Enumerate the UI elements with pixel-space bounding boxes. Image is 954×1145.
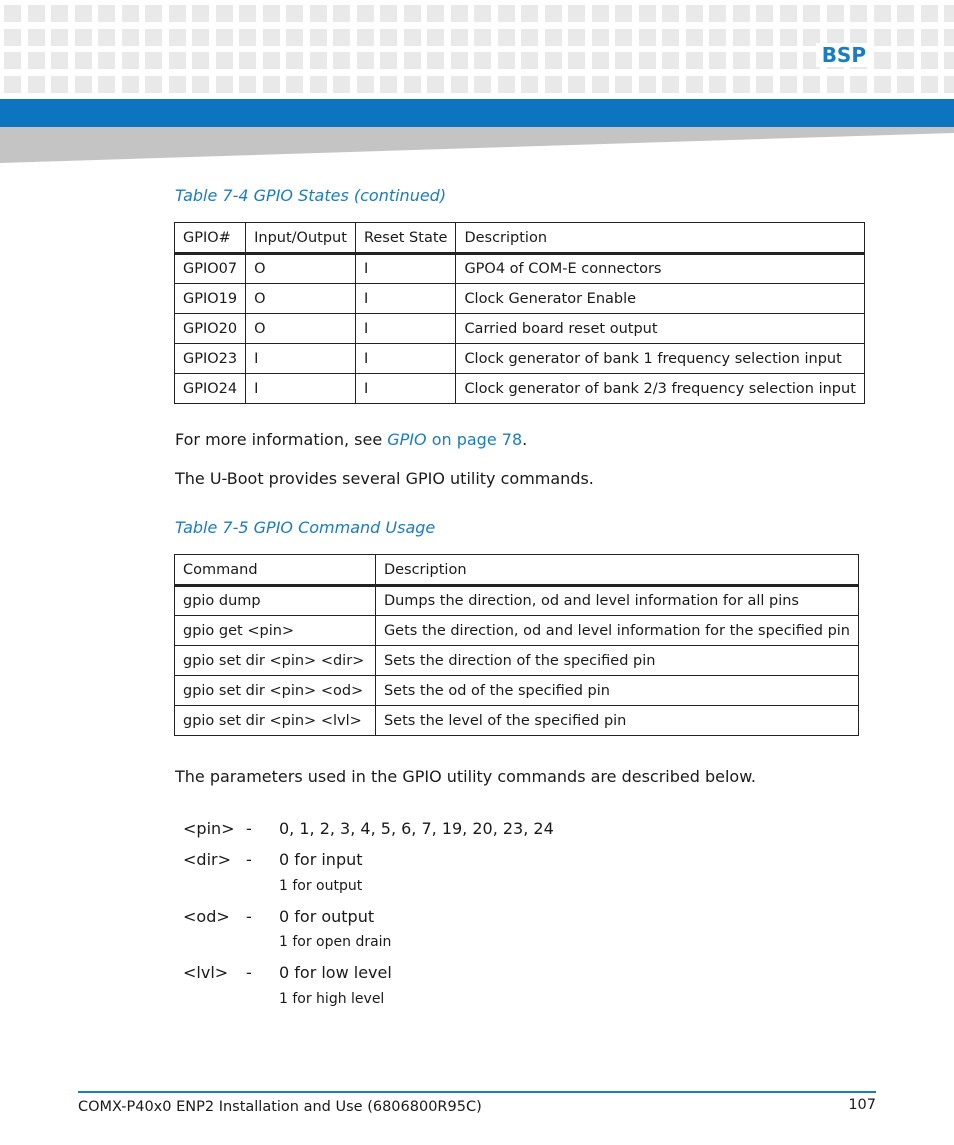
grid-square [75,76,92,93]
grid-square [98,29,115,46]
grid-square [122,76,139,93]
table-cell: gpio set dir <pin> <lvl> [175,706,376,736]
grid-square [474,52,491,69]
grid-square [310,5,327,22]
grid-square [897,5,914,22]
grid-square [944,5,954,22]
grid-square [874,5,891,22]
grid-square [545,29,562,46]
grid-square [380,76,397,93]
gpio-page-link[interactable] [387,430,522,449]
grid-square [145,76,162,93]
grid-square [51,29,68,46]
param-name: <od> [183,907,230,926]
grid-square [474,5,491,22]
grid-square [310,52,327,69]
grid-square [98,52,115,69]
grid-square [639,5,656,22]
table-row [175,586,859,616]
grid-square [568,29,585,46]
grid-square [780,5,797,22]
column-header: Description [375,555,858,586]
grid-square [75,5,92,22]
grid-square [192,5,209,22]
grid-square [169,52,186,69]
header-gray-wedge [0,127,954,165]
table-cell: gpio dump [175,586,376,616]
grid-square [333,52,350,69]
grid-square [803,5,820,22]
table-row [175,646,859,676]
grid-square [897,52,914,69]
grid-square [545,76,562,93]
grid-square [404,52,421,69]
grid-square [4,5,21,22]
footer-rule [78,1091,876,1093]
grid-square [169,5,186,22]
grid-square [850,5,867,22]
grid-square [686,29,703,46]
grid-square [921,76,938,93]
table-cell: gpio set dir <pin> <od> [175,676,376,706]
column-header: Command [175,555,376,586]
link-italic-text: GPIO [387,430,427,449]
grid-square [498,5,515,22]
grid-square [4,76,21,93]
grid-square [850,76,867,93]
grid-square [28,76,45,93]
grid-square [333,29,350,46]
column-header: Input/Output [246,223,356,254]
table-row [175,706,859,736]
grid-square [615,52,632,69]
table-cell: Gets the direction, od and level information for the specified pin [375,616,858,646]
grid-square [568,52,585,69]
gpio-states-table [174,222,865,404]
grid-square [639,52,656,69]
grid-square [521,52,538,69]
para-prefix: For more information, see [175,430,388,449]
grid-square [709,29,726,46]
grid-square [239,52,256,69]
grid-square [733,5,750,22]
table-cell: gpio set dir <pin> <dir> [175,646,376,676]
table-cell: I [246,344,356,374]
table-cell: Clock generator of bank 1 frequency selection input [456,344,864,374]
grid-square [357,29,374,46]
grid-square [451,52,468,69]
param-dash: - [246,907,252,926]
grid-square [216,29,233,46]
grid-square [686,76,703,93]
grid-square [921,5,938,22]
grid-square [169,76,186,93]
header-blue-band [0,99,954,127]
table-cell: Sets the direction of the specified pin [375,646,858,676]
table-row [175,374,865,404]
grid-square [521,5,538,22]
table-row [175,284,865,314]
grid-square [263,52,280,69]
table-header-row [175,555,859,586]
grid-square [286,29,303,46]
grid-square [662,76,679,93]
grid-square [357,5,374,22]
grid-square [686,52,703,69]
grid-square [545,52,562,69]
grid-square [286,76,303,93]
table-header-row [175,223,865,254]
parameters-paragraph: The parameters used in the GPIO utility commands are described below. [175,767,756,786]
table-cell: Dumps the direction, od and level information for all pins [375,586,858,616]
grid-square [733,76,750,93]
table-cell: GPIO07 [175,254,246,284]
grid-square [145,52,162,69]
column-header: Description [456,223,864,254]
grid-square [756,76,773,93]
grid-square [216,5,233,22]
table1-caption: Table 7-4 GPIO States (continued) [175,186,447,205]
grid-square [756,52,773,69]
table-cell: GPO4 of COM-E connectors [456,254,864,284]
param-value: 0 for input [279,850,363,869]
table-cell: GPIO19 [175,284,246,314]
grid-square [28,29,45,46]
grid-square [192,52,209,69]
link-text: on page 78 [426,430,523,449]
grid-square [474,76,491,93]
para-suffix: . [522,430,528,449]
grid-square [897,29,914,46]
grid-square [216,52,233,69]
more-info-paragraph [175,430,527,449]
grid-square [192,76,209,93]
grid-square [122,52,139,69]
grid-square [404,5,421,22]
grid-square [263,29,280,46]
grid-square [357,52,374,69]
grid-square [145,5,162,22]
table-cell: O [246,284,356,314]
grid-square [662,52,679,69]
table-row [175,314,865,344]
table-cell: O [246,254,356,284]
grid-square [897,76,914,93]
grid-square [545,5,562,22]
grid-square [239,5,256,22]
page-number: 107 [848,1097,876,1113]
grid-square [568,5,585,22]
param-value: 0 for low level [279,963,392,982]
grid-square [451,76,468,93]
grid-square [75,29,92,46]
grid-square [239,76,256,93]
grid-square [286,5,303,22]
grid-square [380,5,397,22]
param-dash: - [246,819,252,838]
grid-square [568,76,585,93]
grid-square [51,76,68,93]
grid-square [286,52,303,69]
grid-square [333,5,350,22]
grid-square [169,29,186,46]
grid-square [28,52,45,69]
grid-square [639,76,656,93]
grid-square [98,76,115,93]
table-cell: I [355,314,456,344]
grid-square [404,29,421,46]
grid-square [592,76,609,93]
grid-square [662,29,679,46]
uboot-paragraph: The U-Boot provides several GPIO utility commands. [175,469,594,488]
grid-square [427,52,444,69]
grid-square [98,5,115,22]
param-dash: - [246,963,252,982]
grid-square [592,52,609,69]
table-row [175,616,859,646]
grid-square [921,52,938,69]
grid-square [216,76,233,93]
grid-square [28,5,45,22]
grid-square [427,5,444,22]
grid-square [498,52,515,69]
grid-square [239,29,256,46]
grid-square [780,76,797,93]
table-row [175,676,859,706]
grid-square [709,52,726,69]
header-grid-pattern [0,0,954,98]
grid-square [263,5,280,22]
grid-square [780,29,797,46]
grid-square [921,29,938,46]
grid-square [4,52,21,69]
param-extra: 1 for open drain [279,934,392,950]
table-cell: Sets the od of the specified pin [375,676,858,706]
grid-square [51,52,68,69]
grid-square [662,5,679,22]
param-name: <lvl> [183,963,229,982]
grid-square [145,29,162,46]
param-value: 0, 1, 2, 3, 4, 5, 6, 7, 19, 20, 23, 24 [279,819,554,838]
grid-square [380,52,397,69]
table-cell: GPIO20 [175,314,246,344]
grid-square [51,5,68,22]
grid-square [404,76,421,93]
grid-square [615,76,632,93]
grid-square [592,29,609,46]
param-value: 0 for output [279,907,375,926]
table-cell: Clock generator of bank 2/3 frequency selection input [456,374,864,404]
column-header: GPIO# [175,223,246,254]
grid-square [639,29,656,46]
grid-square [521,76,538,93]
grid-square [451,5,468,22]
grid-square [427,29,444,46]
table-cell: I [355,284,456,314]
grid-square [874,76,891,93]
grid-square [592,5,609,22]
param-name: <pin> [183,819,235,838]
table-cell: Carried board reset output [456,314,864,344]
grid-square [122,29,139,46]
grid-square [756,5,773,22]
grid-square [874,29,891,46]
param-extra: 1 for output [279,878,363,894]
table-cell: I [355,344,456,374]
grid-square [780,52,797,69]
grid-square [756,29,773,46]
grid-square [615,5,632,22]
table2-caption: Table 7-5 GPIO Command Usage [175,518,436,537]
grid-square [380,29,397,46]
column-header: Reset State [355,223,456,254]
grid-square [686,5,703,22]
grid-square [474,29,491,46]
table-cell: I [246,374,356,404]
grid-square [944,76,954,93]
grid-square [498,29,515,46]
grid-square [310,29,327,46]
grid-square [498,76,515,93]
grid-square [357,76,374,93]
grid-square [709,76,726,93]
table-cell: I [355,374,456,404]
table-row [175,344,865,374]
grid-square [333,76,350,93]
footer-document-title: COMX-P40x0 ENP2 Installation and Use (6806800R95C) [78,1099,482,1115]
param-dash: - [246,850,252,869]
grid-square [709,5,726,22]
grid-square [944,52,954,69]
grid-square [192,29,209,46]
grid-square [427,76,444,93]
grid-square [451,29,468,46]
table-row [175,254,865,284]
table-cell: GPIO23 [175,344,246,374]
grid-square [944,29,954,46]
grid-square [122,5,139,22]
grid-square [874,52,891,69]
table-cell: O [246,314,356,344]
grid-square [827,76,844,93]
grid-square [263,76,280,93]
table-cell: Sets the level of the specified pin [375,706,858,736]
grid-square [615,29,632,46]
grid-square [733,29,750,46]
grid-square [733,52,750,69]
section-title: BSP [816,43,872,67]
param-extra: 1 for high level [279,991,385,1007]
param-name: <dir> [183,850,231,869]
table-cell: I [355,254,456,284]
gpio-command-table [174,554,859,736]
table-cell: Clock Generator Enable [456,284,864,314]
grid-square [827,5,844,22]
table-cell: GPIO24 [175,374,246,404]
grid-square [521,29,538,46]
grid-square [310,76,327,93]
grid-square [803,76,820,93]
grid-square [75,52,92,69]
grid-square [4,29,21,46]
table-cell: gpio get <pin> [175,616,376,646]
